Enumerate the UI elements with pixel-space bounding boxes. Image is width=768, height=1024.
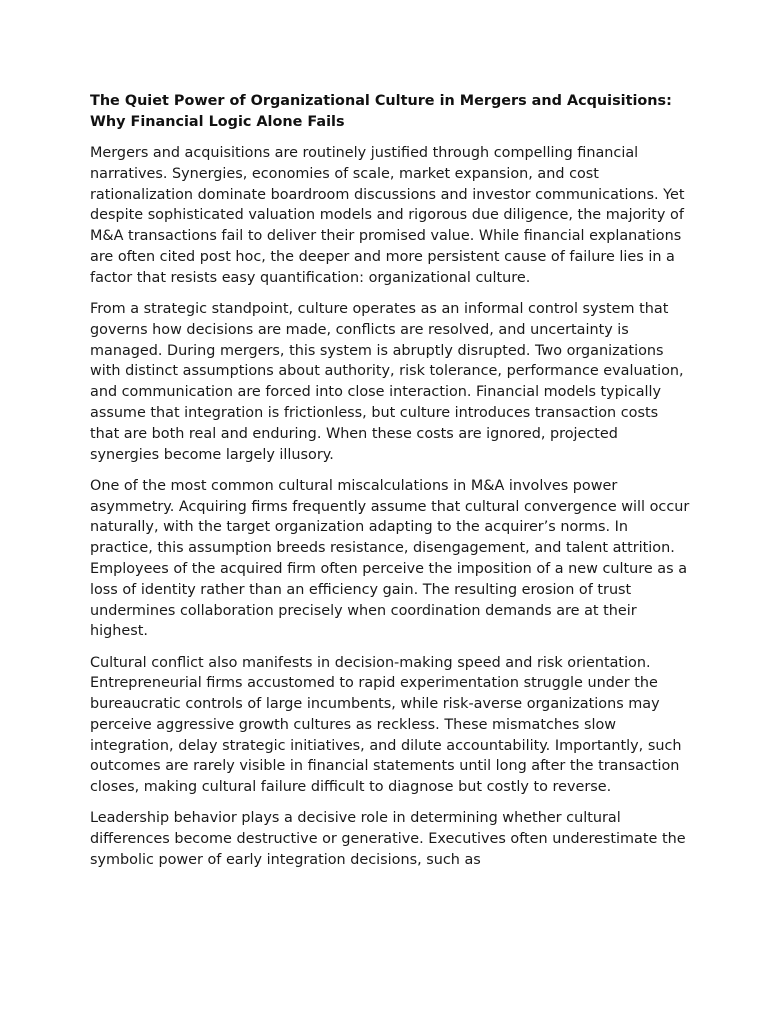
paragraph-5: Leadership behavior plays a decisive role in determining whether cultural differences become destructive or generative. Executives often underestimate the symbolic power of early integration decisions, such as	[90, 810, 686, 869]
paragraph-1: Mergers and acquisitions are routinely justified through compelling financial narratives. Synergies, economies of scale, market expansion, and cost rationalization dominate boardroom discussions and investor communications. Yet despite sophisticated valuation models and rigorous due diligence, the majority of M&A transactions fail to deliver their promised value. While financial explanations are often cited post hoc, the deeper and more persistent cause of failure lies in a factor that resists easy quantification: organizational culture.	[90, 145, 685, 286]
document-title: The Quiet Power of Organizational Culture in Mergers and Acquisitions: Why Financial Logic Alone Fails	[90, 93, 672, 130]
paragraph-3: One of the most common cultural miscalculations in M&A involves power asymmetry. Acquiring firms frequently assume that cultural convergence will occur naturally, with the target organization adapting to the acquirer’s norms. In practice, this assumption breeds resistance, disengagement, and talent attrition. Employees of the acquired firm often perceive the imposition of a new culture as a loss of identity rather than an efficiency gain. The resulting erosion of trust undermines collaboration precisely when coordination demands are at their highest.	[90, 477, 690, 640]
paragraph-4: Cultural conflict also manifests in decision-making speed and risk orientation. Entrepreneurial firms accustomed to rapid experimentation struggle under the bureaucratic controls of large incumbents, while risk-averse organizations may perceive aggressive growth cultures as reckless. These mismatches slow integration, delay strategic initiatives, and dilute accountability. Importantly, such outcomes are rarely visible in financial statements until long after the transaction closes, making cultural failure difficult to diagnose but costly to reverse.	[90, 654, 682, 796]
paragraph-2: From a strategic standpoint, culture operates as an informal control system that governs how decisions are made, conflicts are resolved, and uncertainty is managed. During mergers, this system is abruptly disrupted. Two organizations with distinct assumptions about authority, risk tolerance, performance evaluation, and communication are forced into close interaction. Financial models typically assume that integration is frictionless, but culture introduces transaction costs that are both real and enduring. When these costs are ignored, projected synergies become largely illusory.	[90, 300, 684, 463]
document-page	[90, 91, 690, 881]
